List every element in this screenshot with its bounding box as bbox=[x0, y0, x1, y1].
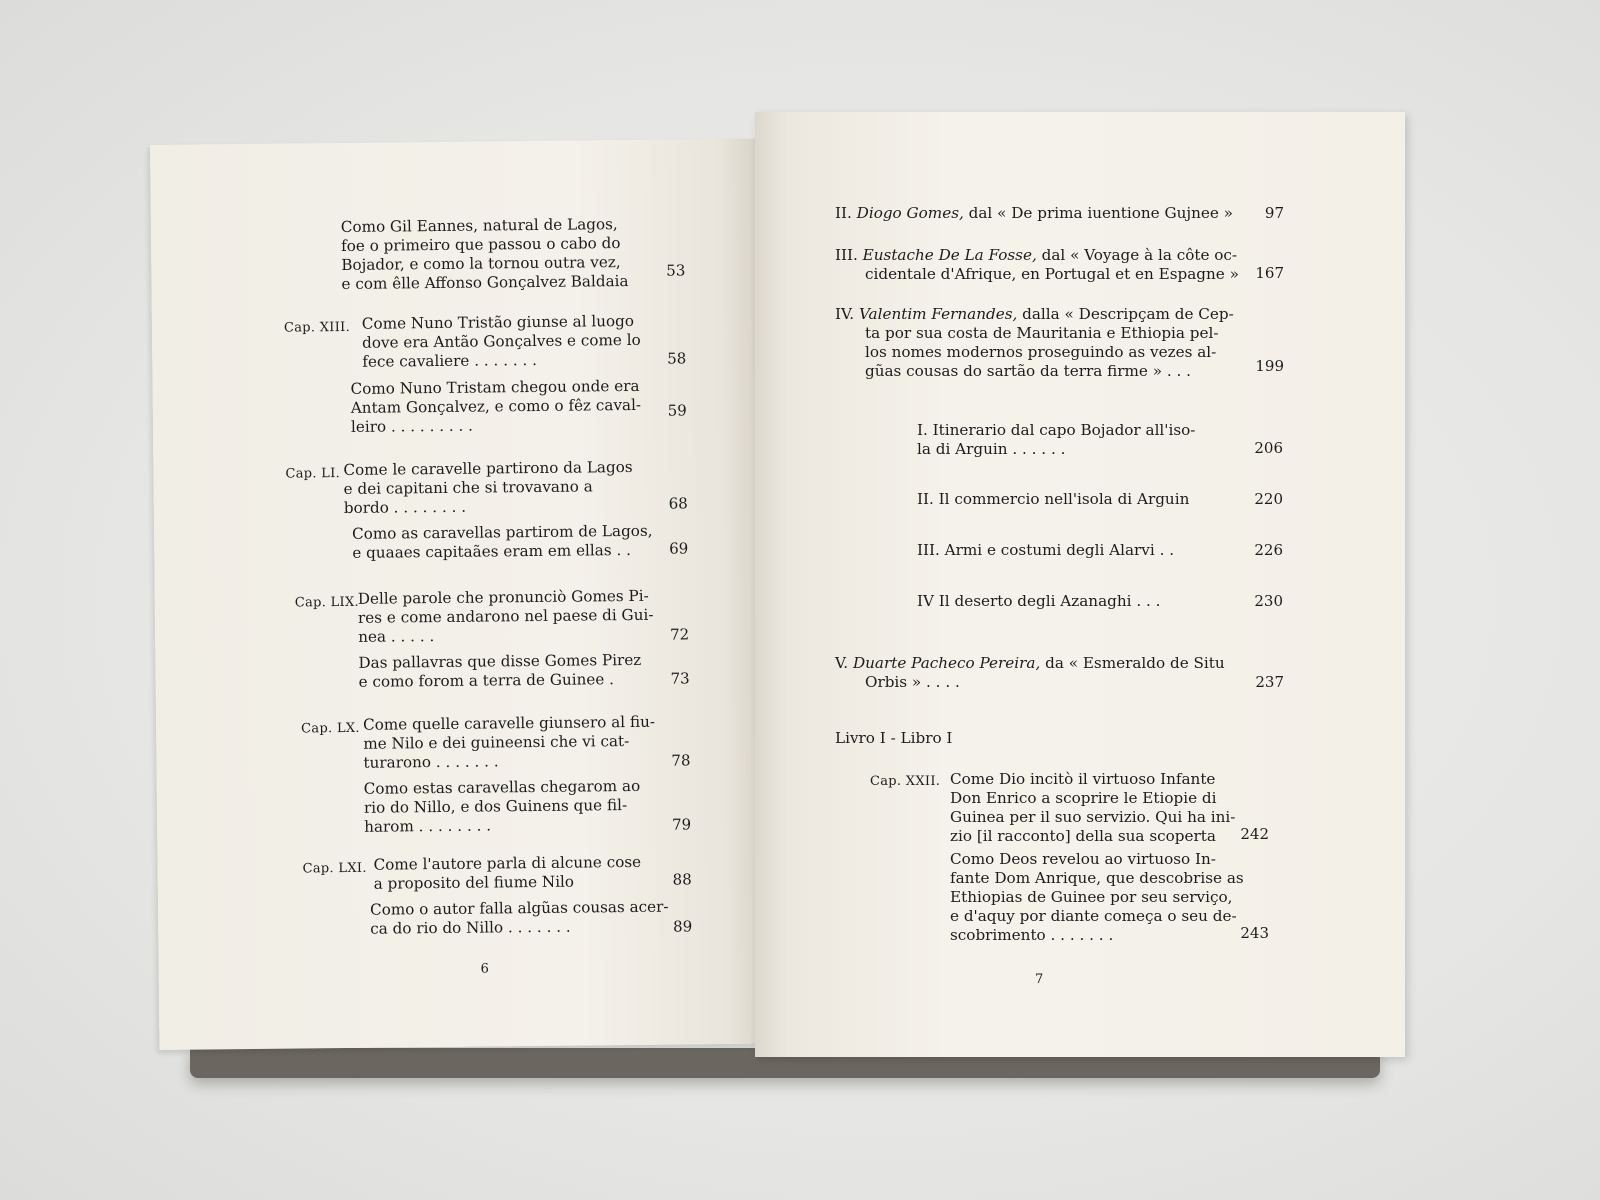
page-number: 89 bbox=[673, 917, 693, 936]
toc-line: bordo . . . . . . . . bbox=[343, 497, 467, 517]
toc-line: cidentale d'Afrique, en Portugal et en Espagne » bbox=[865, 265, 1239, 283]
toc-line: Como Nuno Tristam chegou onde era bbox=[350, 376, 640, 398]
toc-entry bbox=[364, 777, 641, 837]
entry-number: IV. bbox=[835, 305, 855, 323]
author-name: Duarte Pacheco Pereira, bbox=[852, 654, 1041, 672]
page-number: 220 bbox=[1254, 490, 1283, 508]
toc-entry bbox=[950, 770, 1235, 846]
chapter-label: Cap. LI. bbox=[285, 466, 341, 482]
toc-entry bbox=[358, 587, 654, 647]
toc-line: I. Itinerario dal capo Bojador all'iso- bbox=[917, 421, 1196, 439]
page-number: 78 bbox=[671, 751, 691, 770]
entry-number: V. bbox=[835, 654, 849, 672]
toc-line: e dei capitani che si trovavano a bbox=[343, 477, 593, 498]
toc-line: Como estas caravellas chegarom ao bbox=[363, 776, 641, 798]
page-number: 53 bbox=[666, 261, 686, 280]
toc-line: Come Dio incitò il virtuoso Infante bbox=[950, 770, 1216, 788]
toc-line: ta por sua costa de Mauritania e Ethiopia pel- bbox=[865, 324, 1219, 342]
entry-number: III. bbox=[835, 246, 858, 264]
left-page bbox=[150, 139, 764, 1050]
toc-entry bbox=[352, 522, 653, 563]
toc-line: la di Arguin . . . . . . bbox=[917, 440, 1066, 458]
toc-line: Come quelle caravelle giunsero al fiu- bbox=[362, 712, 656, 734]
page-number: 199 bbox=[1255, 357, 1284, 375]
page-number: 72 bbox=[669, 625, 690, 644]
page-number: 242 bbox=[1240, 825, 1269, 843]
toc-line: Delle parole che pronunciò Gomes Pi- bbox=[357, 586, 649, 608]
toc-entry bbox=[370, 898, 669, 939]
toc-entry bbox=[362, 312, 641, 372]
toc-line: Antam Gonçalvez, e como o fêz caval- bbox=[350, 395, 642, 417]
author-name: Eustache De La Fosse, bbox=[862, 246, 1037, 264]
toc-line: Don Enrico a scoprire le Etiopie di bbox=[950, 789, 1217, 807]
toc-line: los nomes modernos proseguindo as vezes al- bbox=[865, 343, 1217, 361]
page-number: 206 bbox=[1254, 439, 1283, 457]
toc-line: ca do rio do Nillo . . . . . . . bbox=[370, 917, 571, 938]
page-number: 69 bbox=[669, 539, 689, 558]
chapter-label: Cap. XIII. bbox=[283, 319, 351, 336]
toc-line: Come le caravelle partirono da Lagos bbox=[343, 457, 633, 479]
page-number: 97 bbox=[1264, 204, 1284, 222]
toc-line: e quaaes capitaães eram em ellas . . bbox=[352, 540, 631, 562]
chapter-label: Cap. XXII. bbox=[870, 774, 941, 789]
folio-right: 7 bbox=[1035, 972, 1044, 987]
toc-line bbox=[835, 246, 1239, 265]
toc-line: res e come andarono nel paese di Gui- bbox=[357, 605, 654, 627]
toc-line: gũas cousas do sartão da terra firme » . . . bbox=[865, 362, 1191, 380]
toc-entry bbox=[373, 853, 641, 894]
toc-line: a proposito del fiume Nilo bbox=[373, 872, 575, 893]
toc-line: e com êlle Affonso Gonçalvez Baldaia bbox=[341, 271, 629, 294]
toc-entry bbox=[917, 541, 1174, 560]
toc-line bbox=[835, 305, 1234, 324]
toc-line: Como Deos revelou ao virtuoso In- bbox=[950, 850, 1216, 868]
toc-line: dove era Antão Gonçalves e come lo bbox=[361, 330, 641, 352]
page-number: 167 bbox=[1255, 264, 1284, 282]
page-number: 237 bbox=[1255, 673, 1284, 691]
toc-line-text: da « Esmeraldo de Situ bbox=[1045, 654, 1225, 672]
chapter-label: Cap. LX. bbox=[301, 720, 360, 737]
toc-line: IV Il deserto degli Azanaghi . . . bbox=[917, 592, 1161, 610]
page-number: 59 bbox=[667, 401, 687, 420]
toc-line: Como as caravellas partirom de Lagos, bbox=[351, 521, 653, 543]
toc-line: fante Dom Anrique, que descobrise as bbox=[950, 869, 1244, 887]
toc-line: Como o autor falla algũas cousas acer- bbox=[369, 897, 669, 919]
author-name: Valentim Fernandes, bbox=[858, 305, 1018, 323]
toc-line: III. Armi e costumi degli Alarvi . . bbox=[917, 541, 1175, 559]
toc-line: me Nilo e dei guineensi che vi cat- bbox=[363, 732, 630, 753]
toc-entry bbox=[343, 458, 633, 518]
toc-line: nea . . . . . bbox=[358, 627, 435, 646]
toc-line-text: dal « Voyage à la côte oc- bbox=[1041, 246, 1238, 264]
toc-entry bbox=[835, 729, 952, 748]
toc-line: Guinea per il suo servizio. Qui ha ini- bbox=[950, 808, 1236, 826]
toc-line: Come l'autore parla di alcune cose bbox=[373, 852, 642, 874]
toc-entry bbox=[835, 654, 1225, 692]
toc-line: II. Il commercio nell'isola di Arguin bbox=[917, 490, 1190, 508]
toc-entry bbox=[835, 204, 1233, 223]
toc-entry bbox=[835, 246, 1239, 284]
page-number: 243 bbox=[1240, 924, 1269, 942]
author-name: Diogo Gomes, bbox=[856, 204, 964, 222]
toc-line: Ethiopias de Guinee por seu serviço, bbox=[950, 888, 1233, 906]
entry-number: II. bbox=[835, 204, 852, 222]
toc-line: turarono . . . . . . . bbox=[363, 752, 499, 772]
toc-entry bbox=[341, 215, 629, 294]
page-number: 58 bbox=[667, 349, 687, 368]
chapter-label: Cap. LIX. bbox=[294, 594, 360, 611]
toc-line-text: dal « De prima iuentione Gujnee » bbox=[968, 204, 1233, 222]
toc-line: Bojador, e como la tornou outra vez, bbox=[341, 253, 621, 275]
toc-entry bbox=[917, 421, 1195, 459]
toc-line bbox=[835, 654, 1225, 673]
page-number: 226 bbox=[1254, 541, 1283, 559]
toc-entry bbox=[950, 850, 1244, 945]
toc-line bbox=[835, 204, 1233, 223]
toc-line: rio do Nillo, e dos Guinens que fil- bbox=[363, 796, 628, 817]
toc-line-text: dalla « Descripçam de Cep- bbox=[1022, 305, 1234, 323]
toc-entry bbox=[917, 490, 1189, 509]
page-number: 68 bbox=[668, 494, 688, 513]
page-number: 73 bbox=[670, 669, 690, 688]
toc-line: leiro . . . . . . . . . bbox=[350, 416, 474, 436]
toc-line: Das pallavras que disse Gomes Pirez bbox=[358, 650, 642, 672]
toc-entry bbox=[350, 377, 641, 437]
toc-line: foe o primeiro que passou o cabo do bbox=[340, 234, 621, 256]
toc-line: zio [il racconto] della sua scoperta bbox=[950, 827, 1216, 845]
toc-entry bbox=[917, 592, 1160, 611]
chapter-label: Cap. LXI. bbox=[302, 860, 367, 877]
page-number: 230 bbox=[1254, 592, 1283, 610]
toc-entry bbox=[363, 713, 656, 773]
toc-line: Orbis » . . . . bbox=[865, 673, 960, 691]
toc-line: Come Nuno Tristão giunse al luogo bbox=[361, 311, 635, 333]
right-page bbox=[755, 112, 1405, 1057]
toc-entry bbox=[358, 651, 641, 692]
page-number: 88 bbox=[672, 870, 692, 889]
toc-line: Como Gil Eannes, natural de Lagos, bbox=[340, 215, 618, 237]
toc-line: fece cavaliere . . . . . . . bbox=[362, 350, 538, 371]
toc-line: scobrimento . . . . . . . bbox=[950, 926, 1114, 944]
page-number: 79 bbox=[671, 815, 692, 834]
toc-line: e como forom a terra de Guinee . bbox=[358, 670, 615, 691]
toc-line: e d'aquy por diante começa o seu de- bbox=[950, 907, 1237, 925]
folio-left: 6 bbox=[480, 961, 490, 977]
toc-line: Livro I - Libro I bbox=[835, 729, 953, 747]
toc-line: harom . . . . . . . . bbox=[364, 816, 492, 836]
toc-entry bbox=[835, 305, 1234, 381]
